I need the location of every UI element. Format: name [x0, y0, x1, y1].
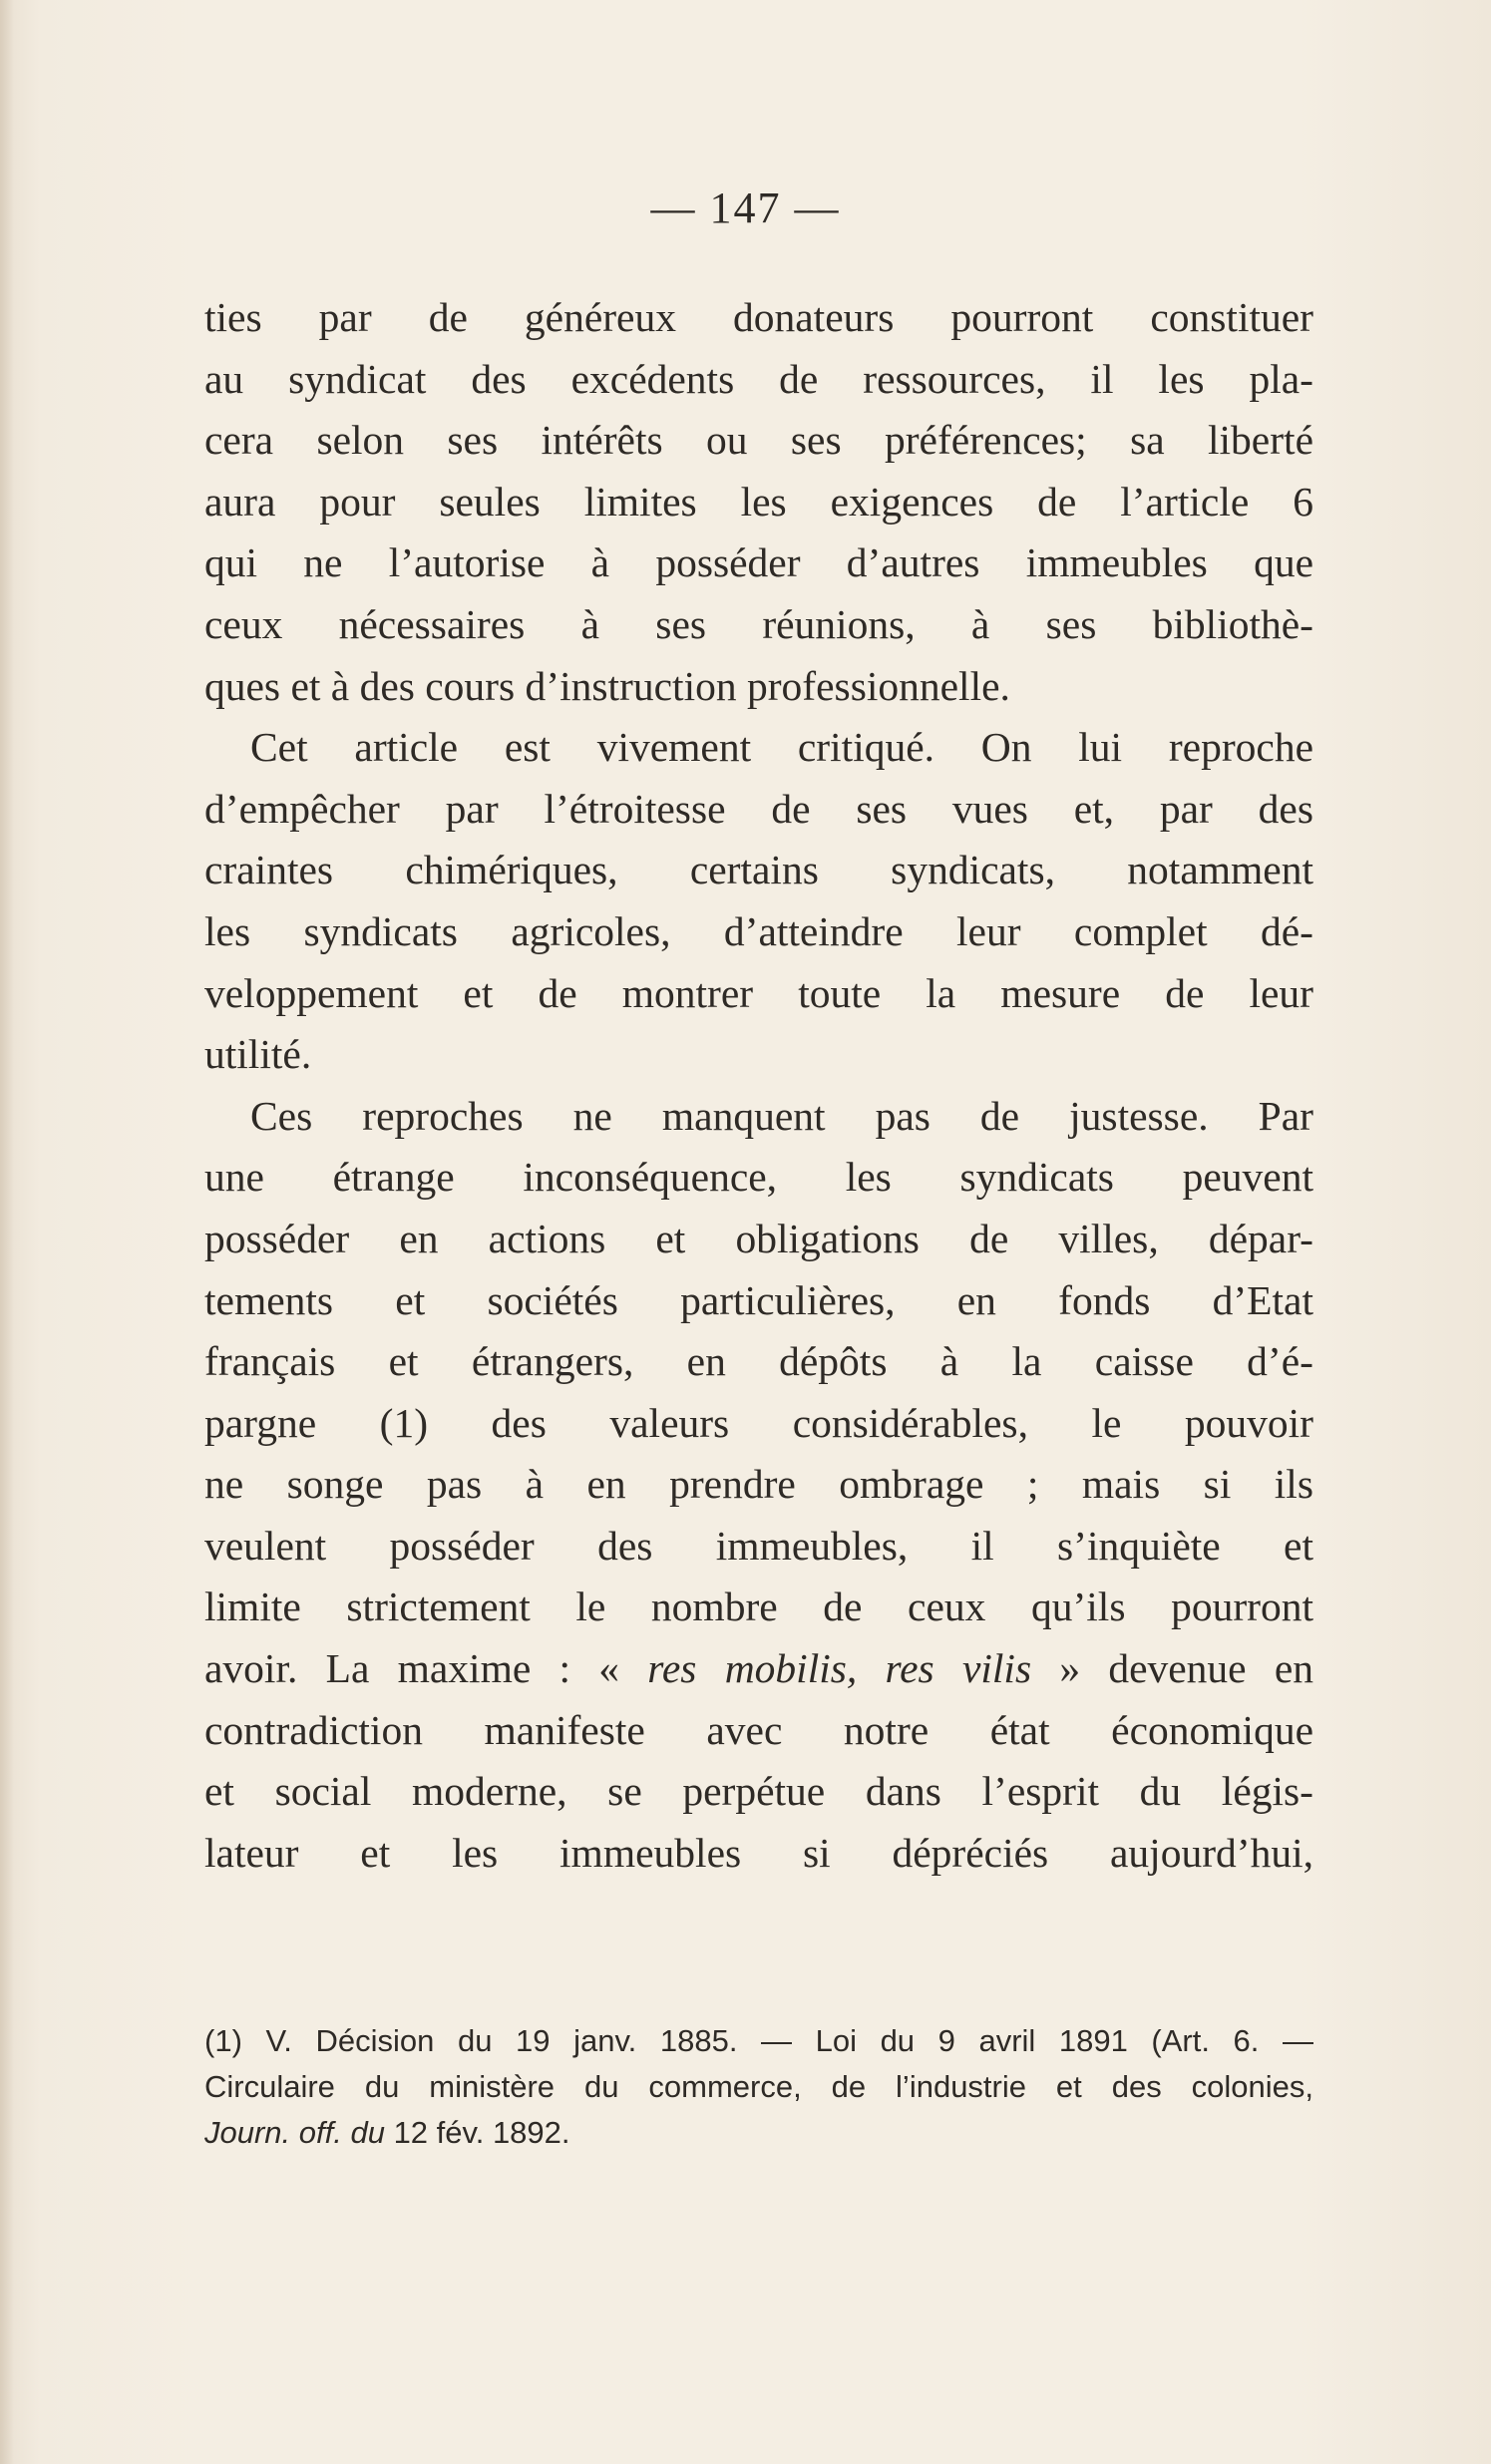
text-line: ties par de généreux donateurs pourront constituer: [204, 294, 1313, 340]
text-line: au syndicat des excédents de ressources, il les pla-: [204, 355, 1313, 402]
page-edge-shadow: [0, 0, 14, 2464]
paragraph-2: [204, 717, 1313, 1086]
text-line: contradiction manifeste avec notre état économique: [204, 1706, 1313, 1753]
text-line: d’empêcher par l’étroitesse de ses vues et, par des: [204, 785, 1313, 832]
text-line: veloppement et de montrer toute la mesure de leur: [204, 969, 1313, 1016]
page-number: — 147 —: [650, 183, 841, 232]
text-line: français et étrangers, en dépôts à la caisse d’é-: [204, 1338, 1313, 1385]
footnote-line: Circulaire du ministère du commerce, de l’industrie et des colonies,: [204, 2069, 1313, 2104]
text-line: les syndicats agricoles, d’atteindre leur complet dé-: [204, 907, 1313, 954]
text-line: posséder en actions et obligations de villes, dépar-: [204, 1215, 1313, 1261]
text-line: veulent posséder des immeubles, il s’inquiète et: [204, 1522, 1313, 1569]
text-line: ques et à des cours d’instruction professionnelle.: [204, 662, 1010, 709]
maxim-before: avoir. La maxime : «: [204, 1645, 648, 1692]
footnote-date: 12 fév. 1892.: [384, 2115, 570, 2150]
footnote-line: (1) V. Décision du 19 janv. 1885. — Loi du 9 avril 1891 (Art. 6. —: [204, 2023, 1313, 2058]
footnote-journal: Journ. off. du: [204, 2115, 385, 2150]
paragraph-1: [204, 287, 1313, 717]
footnote-line: [204, 2110, 1313, 2156]
text-line: ceux nécessaires à ses réunions, à ses bibliothè-: [204, 600, 1313, 647]
text-line: une étrange inconséquence, les syndicats peuvent: [204, 1154, 1313, 1201]
maxim-line: [204, 1638, 1313, 1700]
text-line: qui ne l’autorise à posséder d’autres immeubles que: [204, 539, 1313, 586]
text-line: cera selon ses intérêts ou ses préférences; sa liberté: [204, 417, 1313, 464]
text-line: Ces reproches ne manquent pas de justesse. Par: [250, 1092, 1313, 1139]
text-line: pargne (1) des valeurs considérables, le pouvoir: [204, 1399, 1313, 1446]
maxim-after: » devenue en: [1031, 1645, 1313, 1692]
text-line: aura pour seules limites les exigences de l’article 6: [204, 478, 1313, 525]
text-line: limite strictement le nombre de ceux qu’ils pourront: [204, 1584, 1313, 1630]
text-line: et social moderne, se perpétue dans l’esprit du légis-: [204, 1768, 1313, 1815]
text-line: Cet article est vivement critiqué. On lui reproche: [250, 724, 1313, 771]
text-line: ne songe pas à en prendre ombrage ; mais si ils: [204, 1461, 1313, 1508]
text-line: utilité.: [204, 1031, 312, 1078]
text-line: craintes chimériques, certains syndicats, notamment: [204, 847, 1313, 893]
paragraph-3: [204, 1086, 1313, 1885]
body-text: [204, 287, 1313, 1884]
text-line: lateur et les immeubles si dépréciés aujourd’hui,: [204, 1829, 1313, 1876]
text-line: tements et sociétés particulières, en fonds d’Etat: [204, 1276, 1313, 1323]
footnotes: [204, 2018, 1313, 2156]
maxim-latin: res mobilis, res vilis: [647, 1645, 1032, 1692]
